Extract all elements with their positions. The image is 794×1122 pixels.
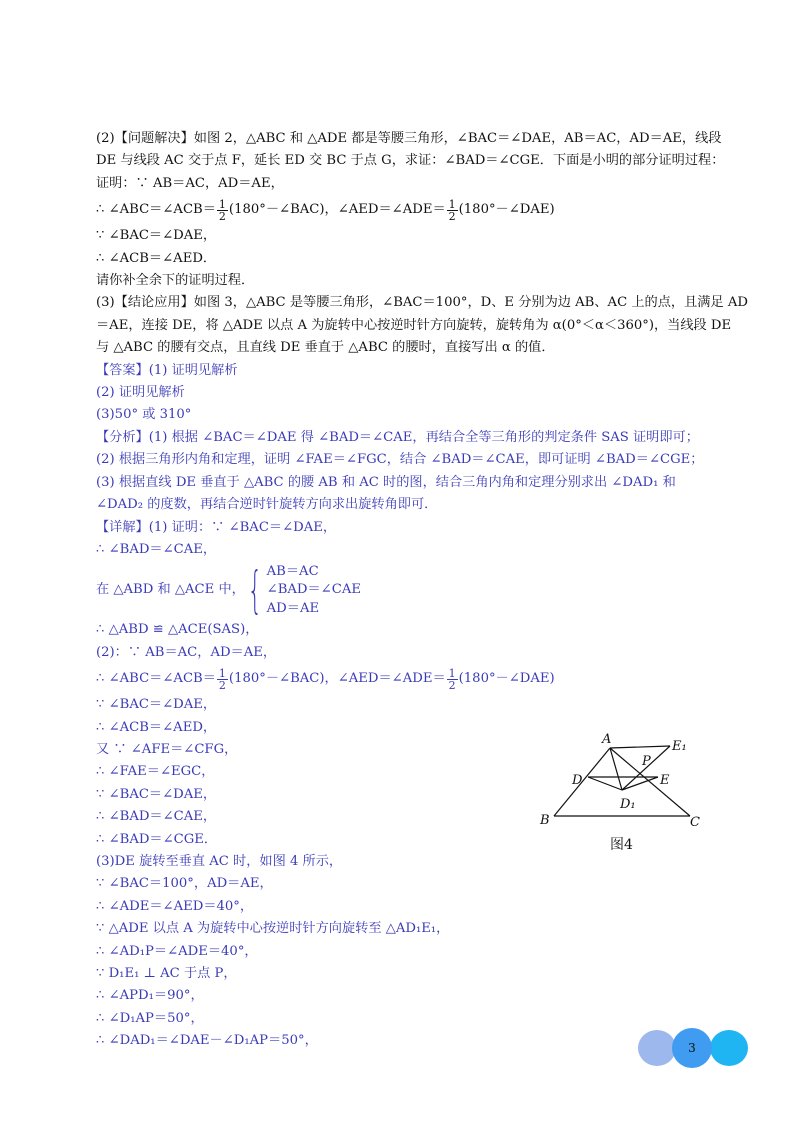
text-line: 与 △ABC 的腰有交点，且直线 DE 垂直于 △ABC 的腰时，直接写出 α 的值． bbox=[96, 340, 555, 356]
numerator: 1 bbox=[218, 666, 226, 680]
detail-line: ∴ ∠ACB＝∠AED， bbox=[96, 719, 217, 735]
detail-line: (3)DE 旋转至垂直 AC 时，如图 4 所示， bbox=[96, 853, 343, 869]
text-line: ＝AE，连接 DE，将 △ADE 以点 A 为旋转中心按逆时针方向旋转，旋转角为 α(0°＜α＜360°)，当线段 DE bbox=[96, 317, 732, 333]
answer-line: 【答案】(1) 证明见解析 bbox=[96, 362, 238, 378]
segment-AE1 bbox=[610, 746, 670, 748]
text-line: 请你补全余下的证明过程． bbox=[96, 273, 255, 289]
text-line: (3)【结论应用】如图 3，△ABC 是等腰三角形，∠BAC＝100°，D、E 分别为边 AB、AC 上的点，且满足 AD bbox=[96, 295, 748, 311]
label-D1: D₁ bbox=[620, 797, 636, 812]
label-D: D bbox=[572, 773, 583, 788]
fraction-line bbox=[96, 195, 716, 225]
analysis-line: ∠DAD₂ 的度数，再结合逆时针旋转方向求出旋转角即可． bbox=[96, 497, 438, 513]
label-P: P bbox=[642, 754, 651, 769]
figure-caption: 图4 bbox=[610, 837, 633, 853]
answer-line: (2) 证明见解析 bbox=[96, 385, 185, 401]
page-number-badge bbox=[638, 1028, 758, 1068]
fraction-line bbox=[96, 664, 716, 694]
text-segment: (180°－∠BAC)，∠AED＝∠ADE＝ bbox=[228, 671, 446, 687]
text-line: ∵ ∠BAC＝∠DAE， bbox=[96, 228, 217, 244]
detail-line: ∴ ∠BAD＝∠CAE， bbox=[96, 541, 217, 557]
detail-line: ∴ ∠APD₁＝90°， bbox=[96, 988, 204, 1004]
detail-line: ∴ ∠FAE＝∠EGC， bbox=[96, 764, 215, 780]
label-C: C bbox=[690, 815, 700, 830]
fraction bbox=[447, 199, 458, 222]
text-segment: (180°－∠BAC)，∠AED＝∠ADE＝ bbox=[228, 202, 446, 218]
text-line: 证明：∵ AB＝AC，AD＝AE， bbox=[96, 175, 284, 191]
text-segment: (180°－∠DAE) bbox=[458, 671, 555, 687]
fraction bbox=[447, 668, 458, 691]
text-line: ∴ ∠ACB＝∠AED． bbox=[96, 250, 217, 266]
detail-line: 又 ∵ ∠AFE＝∠CFG， bbox=[96, 741, 238, 757]
page-number: 3 bbox=[688, 1041, 696, 1055]
text-segment: (180°－∠DAE) bbox=[458, 202, 555, 218]
label-A: A bbox=[602, 732, 612, 747]
detail-line: ∵ ∠BAC＝∠DAE， bbox=[96, 786, 217, 802]
detail-line: ∴ ∠ADE＝∠AED＝40°， bbox=[96, 898, 254, 914]
fraction bbox=[217, 199, 228, 222]
numerator: 1 bbox=[448, 197, 456, 211]
system-row: ∠BAD＝∠CAE bbox=[266, 582, 361, 598]
analysis-line: 【分析】(1) 根据 ∠BAC＝∠DAE 得 ∠BAD＝∠CAE，再结合全等三角形的判定条件 SAS 证明即可； bbox=[96, 429, 699, 445]
label-B: B bbox=[540, 813, 550, 828]
denominator: 2 bbox=[218, 209, 226, 223]
detail-line: ∵ ∠BAC＝∠DAE， bbox=[96, 697, 217, 713]
system-row: AB＝AC bbox=[266, 563, 319, 579]
system-prefix: 在 △ABD 和 △ACE 中， bbox=[96, 582, 245, 598]
denominator: 2 bbox=[218, 678, 226, 692]
label-E1: E₁ bbox=[672, 739, 687, 754]
detail-line: ∴ ∠BAD＝∠CAE， bbox=[96, 809, 217, 825]
answer-line: (3)50° 或 310° bbox=[96, 407, 192, 423]
equation-system bbox=[96, 561, 716, 619]
analysis-line: (2) 根据三角形内角和定理，证明 ∠FAE＝∠FGC，结合 ∠BAD＝∠CAE，即可证明 ∠BAD＝∠CGE； bbox=[96, 452, 704, 468]
detail-line: ∴ △ABD ≌ △ACE(SAS)， bbox=[96, 622, 259, 638]
document-body bbox=[96, 128, 748, 1053]
detail-line: ∵ ∠BAC＝100°，AD＝AE， bbox=[96, 876, 273, 892]
text-line: (2)【问题解决】如图 2，△ABC 和 △ADE 都是等腰三角形，∠BAC＝∠DAE，AB＝AC，AD＝AE，线段 bbox=[96, 131, 722, 146]
fraction bbox=[217, 668, 228, 691]
detail-line: ∴ ∠BAD＝∠CGE． bbox=[96, 831, 218, 847]
analysis-line: (3) 根据直线 DE 垂直于 △ABC 的腰 AB 和 AC 时的图，结合三角内角和定理分别求出 ∠DAD₁ 和 bbox=[96, 474, 676, 490]
denominator: 2 bbox=[448, 209, 456, 223]
numerator: 1 bbox=[218, 197, 226, 211]
decor-circle bbox=[638, 1030, 676, 1066]
system-row: AD＝AE bbox=[266, 600, 320, 616]
numerator: 1 bbox=[448, 666, 456, 680]
detail-line: ∴ ∠D₁AP＝50°， bbox=[96, 1010, 204, 1026]
left-brace: { bbox=[247, 561, 262, 620]
detail-line: 【详解】(1) 证明：∵ ∠BAC＝∠DAE， bbox=[96, 519, 337, 535]
detail-line: ∵ D₁E₁ ⊥ AC 于点 P， bbox=[96, 966, 237, 981]
detail-line: (2)：∵ AB＝AC，AD＝AE， bbox=[96, 644, 277, 660]
decor-circle bbox=[710, 1030, 748, 1066]
denominator: 2 bbox=[448, 678, 456, 692]
text-segment: ∴ ∠ABC＝∠ACB＝ bbox=[96, 202, 216, 218]
segment-AD1 bbox=[610, 748, 622, 790]
system-rows bbox=[267, 563, 361, 619]
detail-line: ∵ △ADE 以点 A 为旋转中心按逆时针方向旋转至 △AD₁E₁， bbox=[96, 921, 450, 937]
text-segment: ∴ ∠ABC＝∠ACB＝ bbox=[96, 671, 216, 687]
label-E: E bbox=[660, 773, 670, 788]
text-line: DE 与线段 AC 交于点 F，延长 ED 交 BC 于点 G，求证：∠BAD＝∠CGE．下面是小明的部分证明过程： bbox=[96, 153, 725, 169]
detail-line: ∴ ∠AD₁P＝∠ADE＝40°， bbox=[96, 943, 258, 959]
segment-D1D bbox=[588, 777, 622, 790]
detail-line: ∴ ∠DAD₁＝∠DAE－∠D₁AP＝50°， bbox=[96, 1033, 318, 1049]
